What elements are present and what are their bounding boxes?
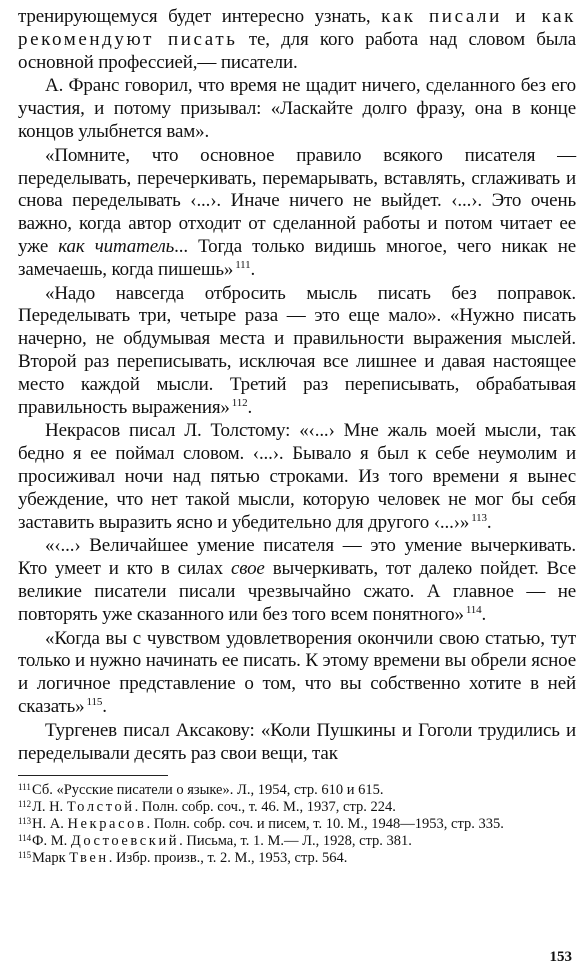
- text-run: А. Франс говорил, что время не щадит ничего, сделанного без его участия, и потому призывал: «Ласкайте долго фразу, она в конце концов улыбнется вам».: [18, 75, 576, 142]
- book-page: [18, 6, 576, 966]
- footnote-112: 112Л. Н. Толстой. Полн. собр. соч., т. 46. М., 1937, стр. 224.: [18, 799, 396, 816]
- footnote-author: Твен: [69, 850, 109, 867]
- footnote-text: . Избр. произв., т. 2. М., 1953, стр. 564.: [108, 850, 348, 867]
- footnote-reference: 111: [235, 258, 251, 271]
- text-run: «Надо навсегда отбросить мысль писать без поправок. Переделывать три, четыре раза — это еще мало». «Нужно писать начерно, не обдумывая места и правильности выражения мыслей. Второй раз переписывать, исключая все лишнее и давая настоящее место каждой мысли. Третий раз переписывать, обрабатывая правильность выражения»: [18, 282, 576, 418]
- paragraph-turgenev: [18, 720, 576, 766]
- text-run: «‹...› Величайшее умение писателя — это умение вычеркивать. Кто умеет и кто в силах: [18, 535, 576, 580]
- footnote-111: 111Сб. «Русские писатели о языке». Л., 1954, стр. 610 и 615.: [18, 782, 384, 799]
- footnote-114: 114Ф. М. Достоевский. Письма, т. 1. М.— Л., 1928, стр. 381.: [18, 833, 412, 850]
- text-run: «Когда вы с чувством удовлетворения окончили свою статью, тут только и нужно начинать ее писать. К этому времени вы обрели ясное и логичное представление о том, что вы собственно хотите в ней сказать»: [18, 627, 576, 717]
- paragraph-dostoevsky: «‹...› Величайшее умение писателя — это умение вычеркивать. Кто умеет и кто в силах свое вычеркивать, тот далеко пойдет. Все великие писатели писали чрезвычайно сжато. А главное — не повторять уже сказанного или без того всем понятного» $^{114}$.: [18, 535, 576, 625]
- text-run: вычеркивать, тот далеко пойдет. Все великие писатели писали чрезвычайно сжато. А главное — не повторять уже сказанного или без того всем понятного»: [18, 558, 576, 625]
- footnote-113: 113Н. А. Некрасов. Полн. собр. соч. и писем, т. 10. М., 1948—1953, стр. 335.: [18, 816, 504, 833]
- italic-phrase: свое: [230, 558, 265, 580]
- emphasized-phrase: как писали и как рекомендуют писать: [18, 6, 576, 50]
- paragraph-continuation: [18, 6, 576, 74]
- text-run: те, для кого работа над словом была основной профессией,— писатели.: [18, 28, 576, 73]
- paragraph-quote-rule: «Помните, что основное правило всякого писателя — переделывать, перечеркивать, перемарывать, вставлять, сглаживать и снова переделывать ‹...›. Иначе ничего не выйдет. ‹...›. Это очень важно, когда автор отходит от сделанной работы и потом читает ее уже как читатель... Тогда только видишь многое, чего никак не замечаешь, когда пишешь» $^{111}$.: [18, 144, 577, 280]
- footnote-115: 115Марк Твен. Избр. произв., т. 2. М., 1953, стр. 564.: [18, 850, 348, 867]
- footnote-divider: [18, 775, 168, 776]
- text-run: Некрасов писал Л. Толстому: «‹...› Мне жаль моей мысли, так бедно я ее поймал словом. ‹...›. Бывало я был к себе неумолим и просиживал ночи над пятью строками. Из того времени я вынес убеждение, что нет такой мысли, которую человек не мог бы себя заставить выразить ясно и убедительно для другого ‹...›»: [18, 420, 576, 533]
- footnote-text: Н. А.: [32, 816, 68, 833]
- footnote-text: Л. Н.: [32, 799, 67, 816]
- footnote-text: Сб. «Русские писатели о языке». Л., 1954, стр. 610 и 615.: [32, 782, 384, 799]
- footnote-author: Достоевский: [70, 833, 180, 850]
- page-number: 153: [549, 949, 572, 965]
- text-run: «Помните, что основное правило всякого писателя — переделывать, перечеркивать, перемарывать, вставлять, сглаживать и снова переделывать ‹...›. Иначе ничего не выйдет. ‹...›. Это очень важно, когда автор отходит от сделанной работы и потом читает ее уже: [18, 144, 576, 257]
- footnote-text: . Письма, т. 1. М.— Л., 1928, стр. 381.: [179, 833, 412, 850]
- footnote-text: Марк: [32, 850, 70, 867]
- footnote-author: Некрасов: [67, 816, 147, 833]
- main-text: [18, 6, 576, 765]
- paragraph-france: [18, 75, 576, 143]
- footnote-text: . Полн. собр. соч., т. 46. М., 1937, стр. 224.: [134, 799, 396, 816]
- footnote-reference: 115: [86, 695, 103, 708]
- footnotes: [18, 782, 576, 867]
- italic-phrase: как читатель: [58, 235, 175, 257]
- paragraph-nekrasov: Некрасов писал Л. Толстому: «‹...› Мне жаль моей мысли, так бедно я ее поймал словом. ‹...›. Бывало я был к себе неумолим и просиживал ночи над пятью строками. Из того времени я вынес убеждение, что нет такой мысли, которую человек не мог бы себя заставить выразить ясно и убедительно для другого ‹...›» $^{113}$.: [18, 420, 576, 533]
- text-run: Тургенев писал Аксакову: «Коли Пушкины и Гоголи трудились и переделывали десять раз свои вещи, так: [18, 719, 576, 764]
- footnote-reference: 114: [465, 603, 482, 616]
- text-run: ... Тогда только видишь многое, чего никак не замечаешь, когда пишешь»: [18, 235, 577, 280]
- footnote-reference: 113: [471, 511, 487, 524]
- text-run: тренирующемуся будет интересно узнать,: [18, 6, 382, 27]
- paragraph-twain: «Когда вы с чувством удовлетворения окончили свою статью, тут только и нужно начинать ее писать. К этому времени вы обрели ясное и логичное представление о том, что вы собственно хотите в ней сказать» $^{115}$.: [18, 627, 576, 717]
- footnote-reference: 112: [231, 396, 248, 409]
- paragraph-quote-rewrite: «Надо навсегда отбросить мысль писать без поправок. Переделывать три, четыре раза — это еще мало». «Нужно писать начерно, не обдумывая места и правильности выражения мыслей. Второй раз переписывать, исключая все лишнее и давая настоящее место каждой мысли. Третий раз переписывать, обрабатывая правильность выражения» $^{112}$.: [18, 282, 576, 418]
- footnote-author: Толстой: [66, 799, 135, 816]
- footnote-text: . Полн. собр. соч. и писем, т. 10. М., 1948—1953, стр. 335.: [146, 816, 504, 833]
- footnote-text: Ф. М.: [32, 833, 71, 850]
